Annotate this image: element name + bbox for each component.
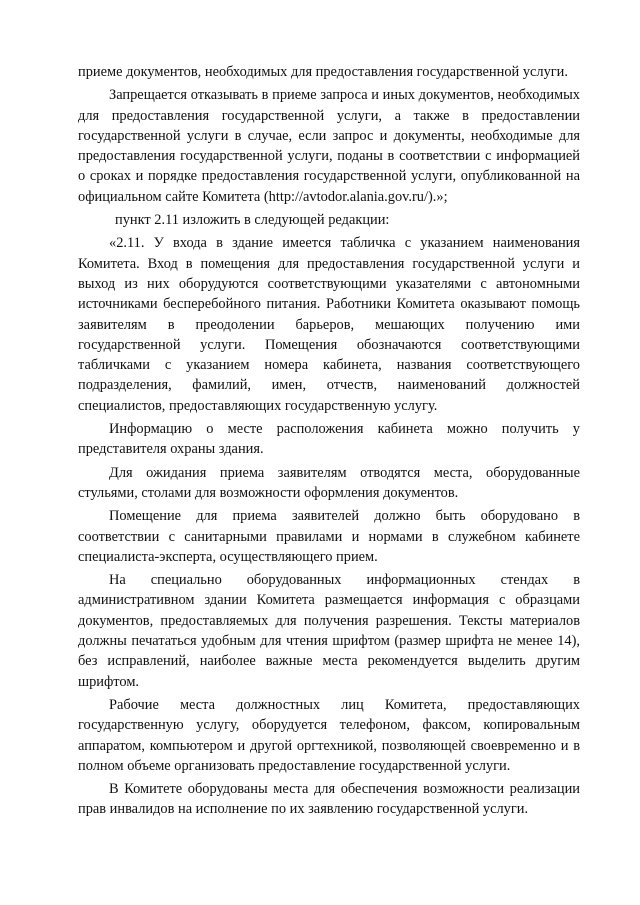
paragraph-accessibility: В Комитете оборудованы места для обеспечения возможности реализации прав инвалидов на исполнение по их заявлению государственной услуги. [78, 781, 580, 818]
paragraph-reception-room: Помещение для приема заявителей должно быть оборудовано в соответствии с санитарными правилами и нормами в служебном кабинете специалиста-эксперта, осуществляющего прием. [78, 508, 580, 565]
paragraph-refusal-prohibition: Запрещается отказывать в приеме запроса и иных документов, необходимых для предоставления государственной услуги, а также в предоставлении государственной услуги в случае, если запрос и документы, необходимые для предоставления государственной услуги, поданы в соответствии с информацией о сроках и порядке предоставления государственной услуги, опубликованной на официальном сайте Комитета (http://avtodor.alania.gov.ru/).»; [78, 87, 580, 205]
paragraph-workplaces: Рабочие места должностных лиц Комитета, предоставляющих государственную услугу, оборудуется телефоном, факсом, копировальным аппаратом, компьютером и другой оргтехникой, позволяющей своевременно и в полном объеме организовать предоставление государственной услуги. [78, 696, 580, 774]
paragraph-amendment-intro: пункт 2.11 изложить в следующей редакции: [115, 212, 390, 229]
paragraph-office-location: Информацию о месте расположения кабинета можно получить у представителя охраны здания. [78, 421, 580, 458]
paragraph-section-2-11: «2.11. У входа в здание имеется табличка с указанием наименования Комитета. Вход в помещения для предоставления государственной услуги и выход из них оборудуются соответствующими указателями с автономными источниками бесперебойного питания. Работники Комитета оказывают помощь заявителям в преодолении барьеров, мешающих получению ими государственной услуги. Помещения обозначаются соответствующими табличками с указанием номера кабинета, названия соответствующего подразделения, фамилий, имен, отчеств, наименований должностей специалистов, предоставляющих государственную услугу. [78, 235, 580, 414]
document-body [78, 62, 580, 823]
paragraph-waiting-area: Для ожидания приема заявителям отводятся места, оборудованные стульями, столами для возможности оформления документов. [78, 464, 580, 501]
paragraph-continuation: приеме документов, необходимых для предоставления государственной услуги. [78, 64, 568, 80]
paragraph-info-stands: На специально оборудованных информационных стендах в административном здании Комитета размещается информация с образцами документов, предоставляемых для получения разрешения. Тексты материалов должны печататься удобным для чтения шрифтом (размер шрифта не менее 14), без исправлений, наиболее важные места рекомендуется выделить другим шрифтом. [78, 572, 580, 690]
